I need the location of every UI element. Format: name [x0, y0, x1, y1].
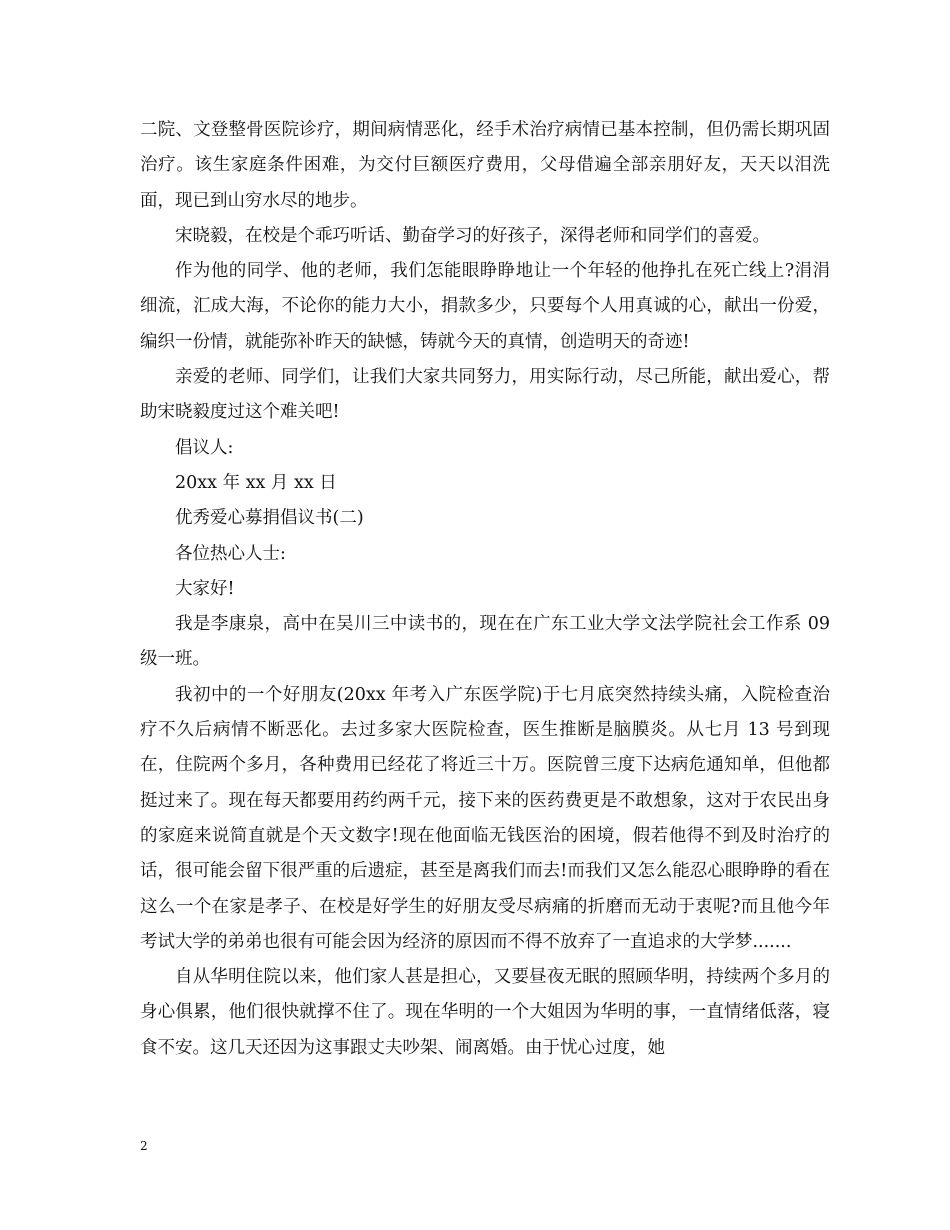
date-line: 20xx 年 xx 月 xx 日 [175, 472, 337, 493]
greeting: 大家好! [175, 578, 235, 599]
section-title: 优秀爱心募捐倡议书(二) [175, 508, 364, 529]
paragraph-friend-illness: 我初中的一个好朋友(20xx 年考入广东医学院)于七月底突然持续头痛，入院检查治疗不久后病情不断恶化。去过多家大医院检查，医生推断是脑膜炎。从七月 13 号到现在，住院两个多月，各种费用已经花了将近三十万。医院曾三度下达病危通知单，但他都挺过来了。现在每天都要用药约两千元，接下来的医药费更是不敢想象，这对于农民出身的家庭来说简直就是个天文数字!现在他面临无钱医治的困境，假若他得不到及时治疗的话，很可能会留下很严重的后遗症，甚至是离我们而去!而我们又怎么能忍心眼睁睁的看在这么一个在家是孝子、在校是好学生的好朋友受尽病痛的折磨而无动于衷呢?而且他今年考试大学的弟弟也很有可能会因为经济的原因而不得不放弃了一直追求的大学梦....... [140, 684, 830, 952]
initiator-label: 倡议人: [175, 437, 234, 458]
salutation: 各位热心人士: [175, 543, 286, 564]
page-number: 2 [140, 1139, 148, 1153]
paragraph-3: 作为他的同学、他的老师，我们怎能眼睁睁地让一个年轻的他挣扎在死亡线上?涓涓细流，汇成大海，不论你的能力大小，捐款多少，只要每个人用真诚的心，献出一份爱，编织一份情，就能弥补昨天的缺憾，铸就今天的真情，创造明天的奇迹! [140, 261, 830, 352]
paragraph-family-situation: 自从华明住院以来，他们家人甚是担心，又要昼夜无眠的照顾华明，持续两个多月的身心俱累，他们很快就撑不住了。现在华明的一个大姐因为华明的事，一直情绪低落，寝食不安。这几天还因为这事跟丈夫吵架、闹离婚。由于忧心过度，她 [140, 967, 830, 1058]
paragraph-4: 亲爱的老师、同学们，让我们大家共同努力，用实际行动，尽己所能，献出爱心，帮助宋晓毅度过这个难关吧! [140, 367, 830, 423]
paragraph-1: 二院、文登整骨医院诊疗，期间病情恶化，经手术治疗病情已基本控制，但仍需长期巩固治疗。该生家庭条件困难，为交付巨额医疗费用，父母借遍全部亲朋好友，天天以泪洗面，现已到山穷水尽的地步。 [140, 120, 830, 211]
document-body [140, 113, 830, 1066]
paragraph-2: 宋晓毅，在校是个乖巧听话、勤奋学习的好孩子，深得老师和同学们的喜爱。 [175, 225, 770, 246]
paragraph-introduction: 我是李康泉，高中在吴川三中读书的，现在在广东工业大学文法学院社会工作系 09 级一班。 [140, 614, 830, 670]
